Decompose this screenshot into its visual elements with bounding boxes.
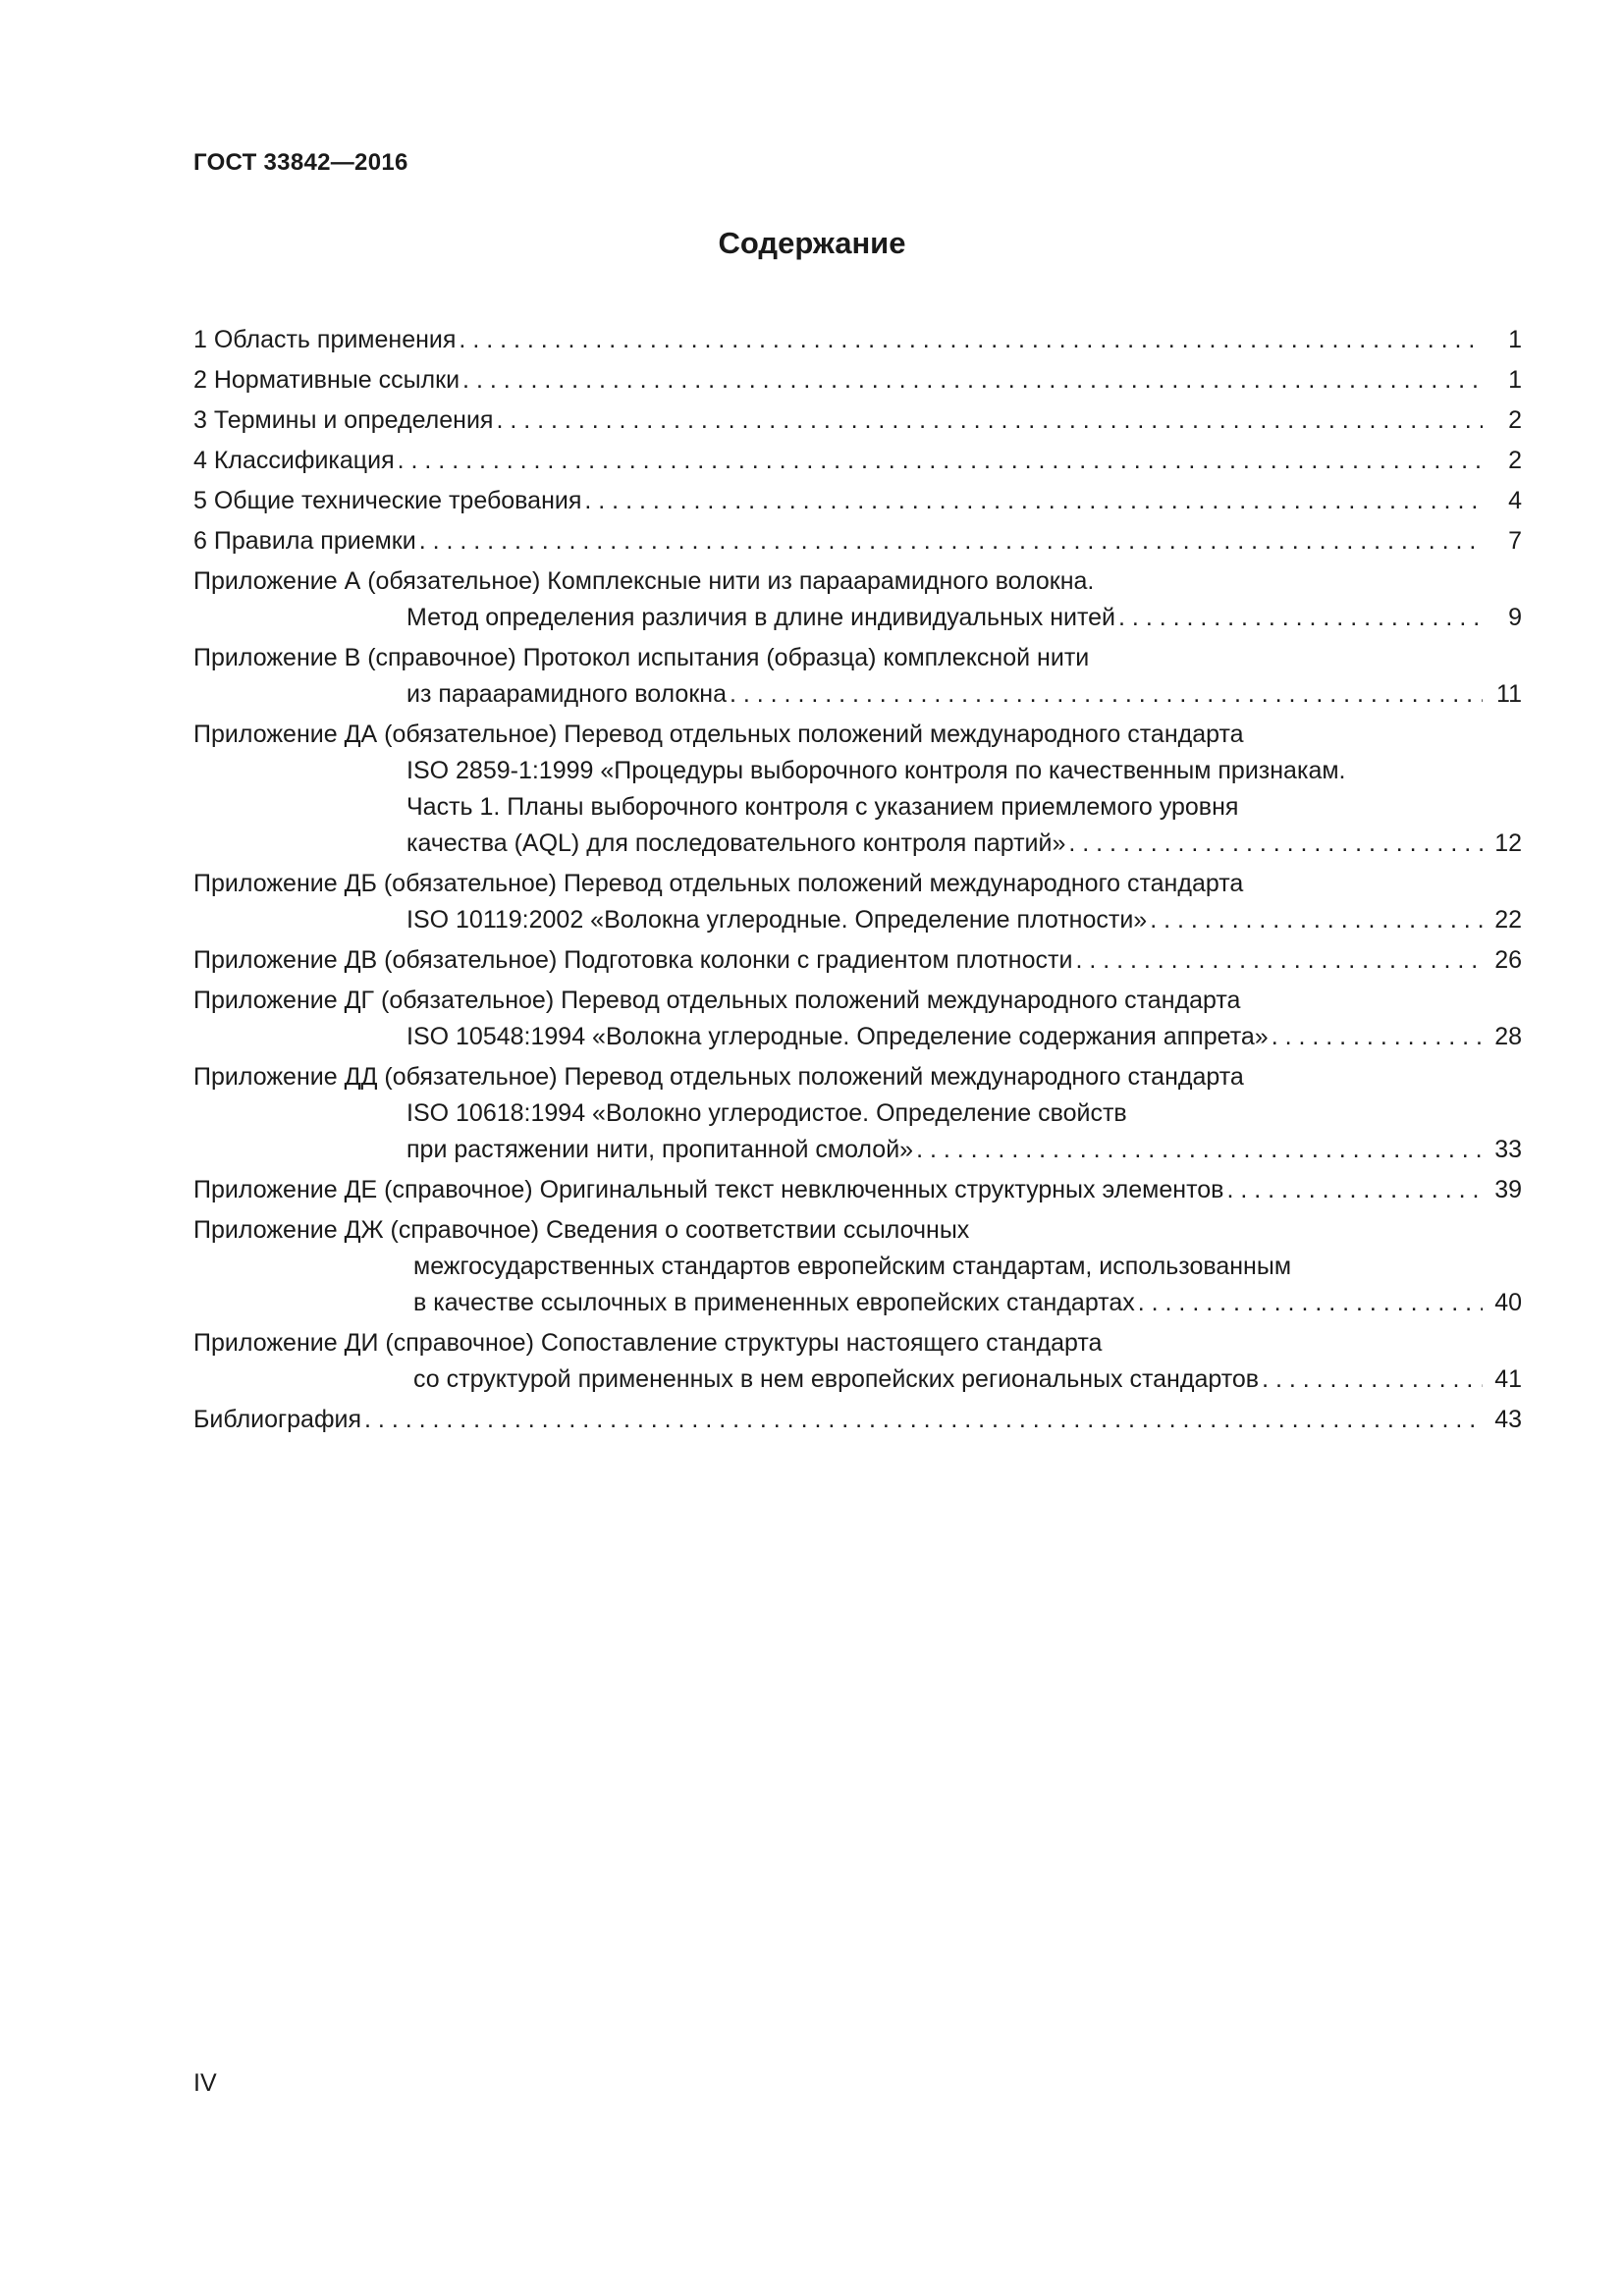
toc-page-number: 28 — [1494, 1023, 1522, 1050]
toc-page-number: 7 — [1508, 527, 1522, 555]
toc-entry-text: межгосударственных стандартов европейским стандартам, использованным — [413, 1253, 1292, 1280]
toc-page-number: 1 — [1508, 366, 1522, 394]
toc-entry[interactable] — [193, 942, 1522, 979]
dot-leader — [581, 483, 1483, 519]
dot-leader — [1223, 1172, 1483, 1208]
toc-entry-text: Приложение ДИ (справочное) Сопоставление структуры настоящего стандарта — [193, 1329, 1103, 1357]
toc-entry-text: в качестве ссылочных в примененных европейских стандартах — [413, 1289, 1135, 1316]
toc-page-number: 4 — [1508, 487, 1522, 514]
toc-entry[interactable] — [193, 563, 1522, 636]
toc-entry[interactable] — [193, 1212, 1522, 1321]
toc-entry-text: ISO 2859-1:1999 «Процедуры выборочного контроля по качественным признакам. — [406, 757, 1346, 784]
document-code: ГОСТ 33842—2016 — [193, 149, 408, 176]
toc-entry[interactable] — [193, 402, 1522, 439]
dot-leader — [1259, 1362, 1483, 1398]
dot-leader — [460, 362, 1483, 399]
toc-entry-text: качества (AQL) для последовательного контроля партий» — [406, 829, 1066, 857]
toc-entry[interactable] — [193, 483, 1522, 519]
dot-leader — [456, 322, 1483, 358]
dot-leader — [1269, 1019, 1483, 1055]
toc-page-number: 1 — [1508, 326, 1522, 353]
toc-page-number: 39 — [1494, 1176, 1522, 1203]
toc-entry-text: при растяжении нити, пропитанной смолой» — [406, 1136, 914, 1163]
toc-entry[interactable] — [193, 322, 1522, 358]
toc-entry-text: 3 Термины и определения — [193, 406, 494, 434]
toc-entry-text: Приложение ДГ (обязательное) Перевод отдельных положений международного стандарта — [193, 987, 1241, 1014]
toc-entry-text: 1 Область применения — [193, 326, 457, 353]
page-title: Содержание — [718, 226, 906, 260]
toc-page-number: 22 — [1494, 906, 1522, 934]
toc-entry-text: 4 Классификация — [193, 447, 395, 474]
toc-entry[interactable] — [193, 1325, 1522, 1398]
dot-leader — [1147, 902, 1483, 938]
toc-page-number: 12 — [1494, 829, 1522, 857]
toc-entry-text: со структурой примененных в нем европейских региональных стандартов — [413, 1365, 1260, 1393]
toc-entry[interactable] — [193, 443, 1522, 479]
dot-leader — [913, 1132, 1483, 1168]
toc-page-number: 26 — [1494, 946, 1522, 974]
toc-entry-text: Приложение ДЖ (справочное) Сведения о соответствии ссылочных — [193, 1216, 970, 1244]
toc-entry[interactable] — [193, 523, 1522, 560]
toc-entry[interactable] — [193, 1402, 1522, 1438]
dot-leader — [1072, 942, 1483, 979]
toc-entry[interactable] — [193, 362, 1522, 399]
toc-entry[interactable] — [193, 983, 1522, 1055]
toc-entry-text: 2 Нормативные ссылки — [193, 366, 460, 394]
toc-entry-text: Приложение ДВ (обязательное) Подготовка колонки с градиентом плотности — [193, 946, 1073, 974]
toc-entry-text: Метод определения различия в длине индивидуальных нитей — [406, 604, 1116, 631]
toc-entry-text: из параарамидного волокна — [406, 680, 727, 708]
toc-entry[interactable] — [193, 717, 1522, 862]
toc-entry[interactable] — [193, 1059, 1522, 1168]
toc-entry-text: Приложение ДБ (обязательное) Перевод отдельных положений международного стандарта — [193, 870, 1244, 897]
toc-entry-text: ISO 10548:1994 «Волокна углеродные. Определение содержания аппрета» — [406, 1023, 1269, 1050]
toc-entry[interactable] — [193, 866, 1522, 938]
toc-entry-text: ISO 10119:2002 «Волокна углеродные. Определение плотности» — [406, 906, 1148, 934]
toc-page-number: 43 — [1494, 1406, 1522, 1433]
dot-leader — [727, 676, 1483, 713]
toc-entry-text: Приложение ДД (обязательное) Перевод отдельных положений международного стандарта — [193, 1063, 1244, 1091]
toc-page-number: 2 — [1508, 447, 1522, 474]
toc-page-number: 40 — [1494, 1289, 1522, 1316]
toc-entry-text: Приложение ДА (обязательное) Перевод отдельных положений международного стандарта — [193, 721, 1244, 748]
toc-entry-text: Приложение В (справочное) Протокол испытания (образца) комплексной нити — [193, 644, 1090, 671]
page-number: IV — [193, 2069, 217, 2097]
toc-page-number: 2 — [1508, 406, 1522, 434]
toc-page-number: 33 — [1494, 1136, 1522, 1163]
toc-page-number: 11 — [1496, 680, 1522, 708]
dot-leader — [1115, 600, 1483, 636]
toc-entry-text: Библиография — [193, 1406, 362, 1433]
toc-page-number: 9 — [1508, 604, 1522, 631]
dot-leader — [1135, 1285, 1483, 1321]
table-of-contents — [193, 322, 1522, 1442]
dot-leader — [395, 443, 1483, 479]
dot-leader — [361, 1402, 1483, 1438]
dot-leader — [416, 523, 1483, 560]
dot-leader — [1065, 826, 1483, 862]
toc-entry-text: Часть 1. Планы выборочного контроля с указанием приемлемого уровня — [406, 793, 1239, 821]
toc-entry-text: Приложение А (обязательное) Комплексные нити из параарамидного волокна. — [193, 567, 1095, 595]
toc-entry-text: 6 Правила приемки — [193, 527, 416, 555]
toc-page-number: 41 — [1494, 1365, 1522, 1393]
dot-leader — [493, 402, 1483, 439]
toc-entry[interactable] — [193, 640, 1522, 713]
toc-entry-text: 5 Общие технические требования — [193, 487, 582, 514]
toc-entry[interactable] — [193, 1172, 1522, 1208]
toc-entry-text: Приложение ДЕ (справочное) Оригинальный текст невключенных структурных элементов — [193, 1176, 1224, 1203]
toc-entry-text: ISO 10618:1994 «Волокно углеродистое. Определение свойств — [406, 1099, 1127, 1127]
